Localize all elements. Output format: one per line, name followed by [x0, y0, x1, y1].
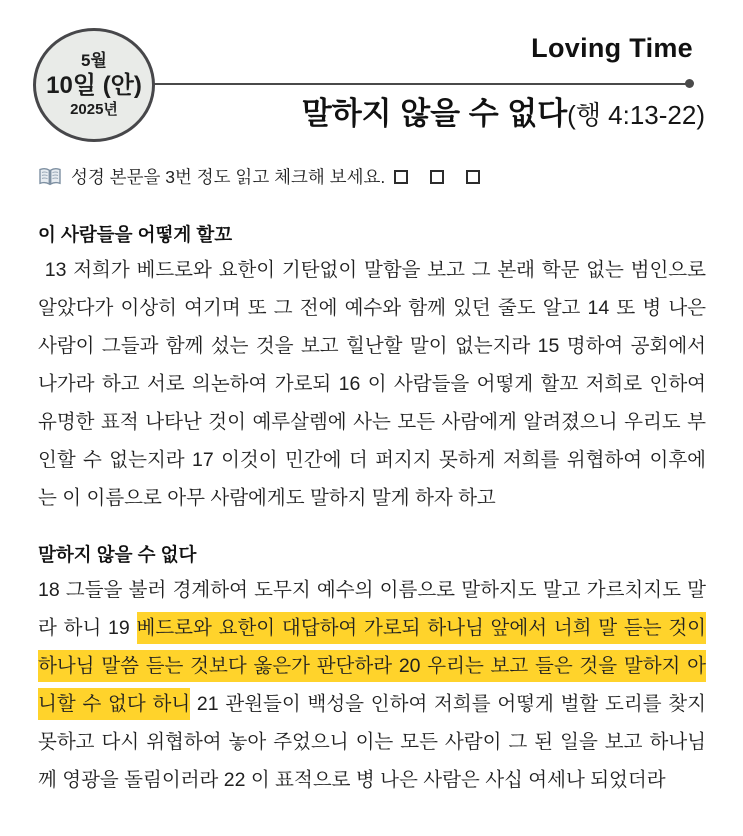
body-text: 18 그들을 불러 경계하여 도무지 예수의 이름으로 말하지도 말고 가르치지도 말: [38, 579, 706, 601]
page-title-ref: (행 4:13-22): [567, 100, 705, 130]
page-title-main: 말하지 않을 수 없다: [301, 96, 568, 131]
read-instruction: 성경 본문을 3번 정도 읽고 체크해 보세요.: [71, 167, 386, 187]
body-text: 유명한 표적 나타난 것이 예루살렘에 사는 모든 사람에게 알려졌으니 우리도 부: [38, 411, 706, 433]
highlight-text: 니할 수 없다 하니: [38, 688, 190, 720]
brand-title: Loving Time: [531, 33, 693, 63]
read-checkbox[interactable]: [394, 170, 408, 184]
badge-year: 2025년: [70, 101, 118, 118]
body-line: [38, 571, 706, 609]
read-check-row: [38, 164, 480, 189]
badge-day: 10일 (안): [46, 72, 142, 99]
body-line: [38, 327, 706, 365]
section: [38, 219, 706, 517]
header-rule: [148, 83, 692, 85]
body-text: 알았다가 이상히 여기며 또 그 전에 예수와 함께 있던 줄도 알고 14 또 병 나은: [38, 297, 706, 319]
body-text: 사람이 그들과 함께 섰는 것을 보고 힐난할 말이 없는지라 15 명하여 공회에서: [38, 335, 706, 357]
body-text: 21 관원들이 백성을 인하여 저희를 어떻게 벌할 도리를 찾지: [190, 693, 706, 715]
section-heading: 말하지 않을 수 없다: [38, 544, 197, 565]
body-text: 못하고 다시 위협하여 놓아 주었으니 이는 모든 사람이 그 된 일을 보고 하나님: [38, 731, 706, 753]
body-line: [38, 441, 706, 479]
highlight-text: 베드로와 요한이 대답하여 가로되 하나님 앞에서 너희 말 듣는 것이: [137, 612, 707, 644]
read-checkbox[interactable]: [466, 170, 480, 184]
rule-end-dot: [685, 79, 694, 88]
body-paragraph: [38, 251, 706, 517]
checkbox-group: [394, 170, 480, 184]
section-heading: 이 사람들을 어떻게 할꼬: [38, 224, 233, 245]
body-line: [38, 479, 706, 517]
body-paragraph: [38, 571, 706, 799]
badge-month: 5월: [81, 51, 107, 70]
body-text: 는 이 이름으로 아무 사람에게도 말하지 말게 하자 하고: [38, 487, 496, 509]
body-text: 13 저희가 베드로와 요한이 기탄없이 말함을 보고 그 본래 학문 없는 범인으로: [38, 259, 706, 281]
date-badge: [33, 28, 155, 142]
body-line: [38, 251, 706, 289]
body-text: 께 영광을 돌림이러라 22 이 표적으로 병 나은 사람은 사십 여세나 되었더라: [38, 769, 666, 791]
body-text: 인할 수 없는지라 17 이것이 민간에 더 퍼지지 못하게 저희를 위협하여 이후에: [38, 449, 706, 471]
body-line: [38, 761, 706, 799]
body-line: [38, 365, 706, 403]
read-checkbox[interactable]: [430, 170, 444, 184]
body-line: [38, 403, 706, 441]
body-text: 라 하니 19: [38, 617, 137, 639]
body-line: [38, 723, 706, 761]
body-line: [38, 647, 706, 685]
body-line: [38, 609, 706, 647]
section: [38, 539, 706, 799]
body-line: [38, 289, 706, 327]
highlight-text: 하나님 말씀 듣는 것보다 옳은가 판단하라 20 우리는 보고 들은 것을 말하지 아: [38, 650, 706, 682]
body-line: [38, 685, 706, 723]
body-text: 나가라 하고 서로 의논하여 가로되 16 이 사람들을 어떻게 할꼬 저희로 인하여: [38, 373, 706, 395]
open-book-icon: [38, 167, 62, 187]
page-title: [302, 88, 705, 133]
content: [38, 219, 706, 799]
